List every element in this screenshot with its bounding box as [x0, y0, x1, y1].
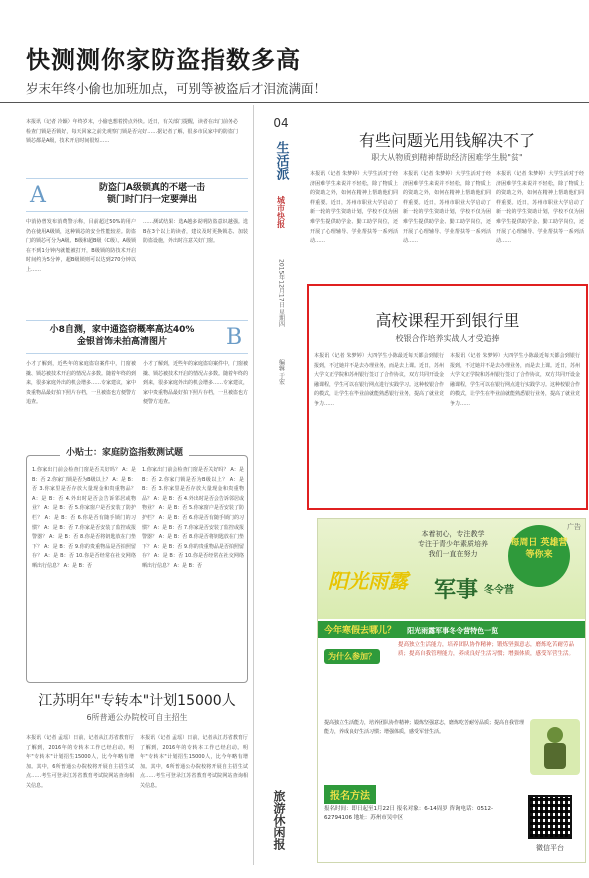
section-b-text: 小才了解到，近些年的家庭盗窃案件中，门窗被撬、锁芯被技术开启的情况占多数。随着年终的到来，很多家庭外出的机会增多……专家建议，家中贵重物品最好拍下照片存档，一旦被盗也方便警方追查。 — [26, 361, 136, 406]
intro-text: 本报讯（记者 冷颖）年终岁末，小偷也想着捞点外快。近日，有关部门提醒，读者在出门前务必检查门锁是否锁好，每天回家之前先观察门锁是否完好……据记者了解，很多市民家中的防盗门锁芯都是A级，技术开启时间很短…… — [26, 119, 238, 145]
ad-band-question: 今年寒假去哪儿？ — [324, 626, 397, 636]
section-b-header — [26, 320, 248, 354]
ad-tag: 广告 — [567, 523, 581, 531]
ad-details: 提高独立生活能力，培养团队协作精神；锻炼坚强意志，磨炼吃苦耐劳品质；提高自我管理能力，养成良好生活习惯；增强体质，感受军营生活。 — [324, 720, 524, 735]
section-name: 生活派 — [273, 140, 289, 180]
section-a-header — [26, 178, 248, 212]
ad-brand: 阳光雨露 — [328, 569, 408, 593]
ad-benefits: 提高独立生活能力，培养团队协作精神；锻炼坚强意志，磨炼吃苦耐劳品质；提高自我管理能力，养成良好生活习惯；增强体质，感受军营生活。 — [398, 642, 575, 657]
qr-code-icon[interactable] — [528, 795, 572, 839]
ad-band — [318, 621, 586, 638]
ad-wechat-label: 微信平台 — [536, 844, 564, 852]
money-article-subtitle: 职大从物质到精神帮助经济困难学生脱"贫" — [371, 153, 523, 162]
paper-name: 城市快报 — [276, 196, 286, 228]
bank-article-subtitle: 校银合作培养实战人才受追捧 — [395, 334, 500, 343]
section-b-text-cont: 小才了解到，近些年的家庭盗窃案件中，门窗被撬、锁芯被技术开启的情况占多数。随着年终的到来，很多家庭外出的机会增多……专家建议，家中贵重物品最好拍下照片存档，一旦被盗也方便警方追查。 — [143, 361, 248, 406]
money-article-text: 本报讯（记者 朱梦婷）大学生活对于经济困难学生来说并不轻松，除了物质上的资助之外，如何在精神上帮助他们同样重要。近日，苏州市职业大学启动了新一轮的学生资助计划，学校不仅为困难学生提供助学金、勤工助学岗位，还开展了心理辅导、学业帮扶等一系列活动…… — [310, 171, 398, 245]
ad-enroll-label: 报名方法 — [324, 785, 376, 804]
bank-article-title: 高校课程开到银行里 — [375, 311, 520, 330]
ad-band-title: 阳光雨露军事冬令营特色一览 — [407, 627, 499, 635]
section-b-letter: B — [226, 325, 243, 350]
money-article-text-cont: 本报讯（记者 朱梦婷）大学生活对于经济困难学生来说并不轻松，除了物质上的资助之外，如何在精神上帮助他们同样重要。近日，苏州市职业大学启动了新一轮的学生资助计划，学校不仅为困难学生提供助学金、勤工助学岗位，还开展了心理辅导、学业帮扶等一系列活动…… — [403, 171, 491, 245]
page-headline: 快测测你家防盗指数多高 — [26, 46, 301, 74]
camp-advertisement[interactable] — [317, 518, 586, 863]
ad-slogan-line-3: 我们一直在努力 — [428, 550, 478, 558]
editor-name: 编辑 于宏 — [277, 359, 285, 385]
ad-slogan — [410, 529, 496, 559]
tips-questions-cont: 1.你家出门前会检查门窗是否关好吗？ A：是 B：否 2.你家门锁是否为B级以上？ A：是 B：否 3.你家里是否存放大量现金和贵重物品？ A：是 B：否 4.外出时是否会告诉邻居或物业？ A：是 B：否 5.你家窗户是否安装了防护栏？ A：是 B：否 6.你是否有随手锁门的习惯？ A：是 B：否 7.你家是否安装了监控或报警器？ A：是 B：否 8.你是否将钥匙放在门垫下？ A：是 B：否 9.你的贵重物品是否拍照留存？ A：是 B：否 10.你是否经常在社交网络晒出行信息？ A：是 B：否 — [142, 467, 244, 569]
side-rule — [253, 105, 254, 865]
bottom-article-text: 本报讯（记者 孟瑶）日前，记者从江苏省教育厅了解到，2016年的专转本工作已经启动。明年"专转本"计划招生15000人，比今年略有增加。其中，6所普通公办院校将开展自主招生试点……考生可登录江苏省教育考试院网站查询相关信息。 — [26, 735, 134, 789]
bottom-article-subtitle: 6所普通公办院校可自主招生 — [86, 713, 188, 722]
money-article-title: 有些问题光用钱解决不了 — [358, 131, 535, 150]
bottom-article-text-cont: 本报讯（记者 孟瑶）日前，记者从江苏省教育厅了解到，2016年的专转本工作已经启动。明年"专转本"计划招生15000人，比今年略有增加。其中，6所普通公办院校将开展自主招生试点……考生可登录江苏省教育考试院网站查询相关信息。 — [140, 735, 248, 789]
tips-title: 小贴士：家庭防盗指数测试题 — [60, 445, 189, 458]
side-label — [266, 116, 296, 392]
ad-soldier-image — [530, 719, 580, 775]
header-divider — [0, 102, 589, 103]
page-subline: 岁末年终小偷也加班加点，可别等被盗后才泪流满面！ — [26, 81, 327, 96]
section-b-title: 小8自测，家中通盗窃概率高达40% 金银首饰未拍高清图片 — [49, 325, 195, 347]
section-a-letter: A — [30, 183, 46, 208]
ad-badge: 每周日 英雄营 等你来 — [508, 525, 570, 587]
ad-enroll-text: 报名时间：即日起至1月22日 报名对象：6-14周岁 咨询电话：0512-62794106 地址：苏州市吴中区 — [324, 806, 493, 821]
ad-slogan-line-2: 专注于青少年素质培养 — [418, 540, 488, 548]
page-number: 04 — [273, 116, 289, 130]
bank-article-text-cont: 本报讯（记者 朱梦婷）大四学生小陈最近每天都会到银行报到，不过她并不是去办理业务，而是去上课。近日，苏州大学文正学院和苏州银行签订了合作协议，双方共同开设金融课程，学生可以在银行网点进行实践学习。这种校银合作的模式，让学生在毕业前就能熟悉银行业务，提高了就业竞争力…… — [450, 353, 580, 407]
bottom-side-label: 旅游休闲报 — [272, 790, 286, 850]
money-article-text-cont2: 本报讯（记者 朱梦婷）大学生活对于经济困难学生来说并不轻松，除了物质上的资助之外，如何在精神上帮助他们同样重要。近日，苏州市职业大学启动了新一轮的学生资助计划，学校不仅为困难学生提供助学金、勤工助学岗位，还开展了心理辅导、学业帮扶等一系列活动…… — [496, 171, 584, 245]
soldier-icon — [530, 719, 580, 775]
ad-camp-name: 军事 — [434, 578, 479, 603]
section-mid-text: ……测试结果：选A越多说明防盗意识越强。选B在3个以上的读者，建议及时更换锁芯、加装防盗设施，外出时注意关好门窗。 — [143, 219, 248, 245]
ad-slogan-line-1: 本着初心，专注教学 — [421, 530, 485, 538]
bottom-article-title: 江苏明年"专转本"计划15000人 — [38, 693, 236, 709]
ad-camp-sub: 冬令营 — [484, 585, 514, 596]
bank-article-text: 本报讯（记者 朱梦婷）大四学生小陈最近每天都会到银行报到，不过她并不是去办理业务，而是去上课。近日，苏州大学文正学院和苏州银行签订了合作协议，双方共同开设金融课程，学生可以在银行网点进行实践学习。这种校银合作的模式，让学生在毕业前就能熟悉银行业务，提高了就业竞争力…… — [314, 353, 444, 407]
section-a-text: 中消协曾发布消费警示称，目前超过50%的用户仍在使用A级锁，这种锁芯的安全性能较差。防盗门的锁芯可分为A级、B级和超B级（C级）。A级锁在不到1分钟内就能被打开，B级锁的防技术开启时间约为5分钟，超B级锁则可以达到270分钟以上…… — [26, 219, 136, 273]
section-a-title: 防盗门A级锁真的不堪一击 锁门时门闩一定要弹出 — [99, 183, 205, 205]
tips-questions: 1.你家出门前会检查门窗是否关好吗？ A：是 B：否 2.你家门锁是否为B级以上？ A：是 B：否 3.你家里是否存放大量现金和贵重物品？ A：是 B：否 4.外出时是否会告诉邻居或物业？ A：是 B：否 5.你家窗户是否安装了防护栏？ A：是 B：否 6.你是否有随手锁门的习惯？ A：是 B：否 7.你家是否安装了监控或报警器？ A：是 B：否 8.你是否将钥匙放在门垫下？ A：是 B：否 9.你的贵重物品是否拍照留存？ A：是 B：否 10.你是否经常在社交网络晒出行信息？ A：是 B：否 — [32, 467, 136, 569]
issue-date: 2015年12月17日 星期四 — [277, 258, 285, 328]
ad-why-label: 为什么参加？ — [324, 649, 380, 664]
